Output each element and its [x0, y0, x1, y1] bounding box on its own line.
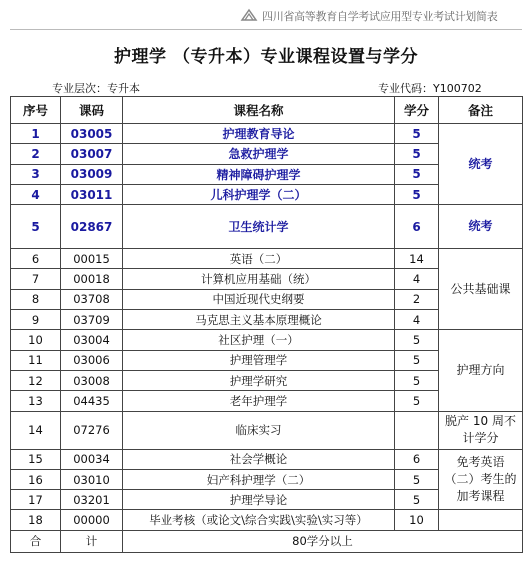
cell-code: 03201	[61, 490, 123, 510]
cell-code: 03007	[61, 144, 123, 164]
cell-no: 1	[11, 124, 61, 144]
cell-no: 15	[11, 449, 61, 469]
header-banner	[0, 0, 532, 30]
cell-name: 护理学导论	[123, 490, 395, 510]
table-row	[11, 124, 523, 144]
cell-name: 社区护理（一）	[123, 330, 395, 350]
cell-credit: 5	[395, 330, 439, 350]
cell-name: 计算机应用基础（统）	[123, 269, 395, 289]
cell-credit: 5	[395, 184, 439, 204]
total-label-a: 合	[11, 530, 61, 552]
cell-credit	[395, 411, 439, 449]
table-row	[11, 411, 523, 449]
cell-code: 04435	[61, 391, 123, 411]
table-header-row	[11, 97, 523, 124]
cell-name: 临床实习	[123, 411, 395, 449]
cell-code: 00034	[61, 449, 123, 469]
note-public-basic: 公共基础课	[439, 249, 523, 330]
cell-name: 中国近现代史纲要	[123, 289, 395, 309]
cell-no: 13	[11, 391, 61, 411]
cell-credit: 5	[395, 350, 439, 370]
total-label-b: 计	[61, 530, 123, 552]
cell-code: 00000	[61, 510, 123, 530]
cell-code: 02867	[61, 205, 123, 249]
cell-name: 精神障碍护理学	[123, 164, 395, 184]
cell-credit: 6	[395, 205, 439, 249]
cell-credit: 5	[395, 490, 439, 510]
cell-no: 4	[11, 184, 61, 204]
cell-code: 03011	[61, 184, 123, 204]
cell-no: 16	[11, 469, 61, 489]
cell-code: 00015	[61, 249, 123, 269]
total-row	[11, 530, 523, 552]
col-header-name: 课程名称	[123, 97, 395, 124]
header-text: 四川省高等教育自学考试应用型专业考试计划简表	[262, 10, 498, 23]
table-row	[11, 449, 523, 469]
cell-code: 00018	[61, 269, 123, 289]
cell-no: 5	[11, 205, 61, 249]
cell-credit: 10	[395, 510, 439, 530]
cell-credit: 2	[395, 289, 439, 309]
cell-code: 03010	[61, 469, 123, 489]
cell-no: 9	[11, 310, 61, 330]
cell-credit: 14	[395, 249, 439, 269]
cell-name: 护理管理学	[123, 350, 395, 370]
cell-no: 18	[11, 510, 61, 530]
col-header-credit: 学分	[395, 97, 439, 124]
header-rule	[10, 29, 522, 30]
table-row	[11, 510, 523, 530]
cell-credit: 5	[395, 124, 439, 144]
cell-name: 卫生统计学	[123, 205, 395, 249]
cell-no: 8	[11, 289, 61, 309]
cell-name: 毕业考核（或论文\综合实践\实验\实习等）	[123, 510, 395, 530]
cell-no: 3	[11, 164, 61, 184]
cell-code: 03005	[61, 124, 123, 144]
page-title: 护理学 （专升本）专业课程设置与学分	[114, 47, 418, 67]
cell-credit: 5	[395, 469, 439, 489]
cell-code: 03006	[61, 350, 123, 370]
major-level: 专业层次：专升本	[52, 82, 140, 95]
cell-name: 妇产科护理学（二）	[123, 469, 395, 489]
cell-credit: 4	[395, 269, 439, 289]
logo-icon	[240, 8, 258, 22]
note-exam-1: 统考	[439, 124, 523, 205]
cell-no: 7	[11, 269, 61, 289]
note-english-exempt: 免考英语（二）考生的加考课程	[439, 449, 523, 510]
cell-code: 03009	[61, 164, 123, 184]
note-exam-2: 统考	[439, 205, 523, 249]
cell-name: 护理教育导论	[123, 124, 395, 144]
note-clinical: 脱产 10 周不计学分	[439, 411, 523, 449]
cell-no: 11	[11, 350, 61, 370]
cell-credit: 4	[395, 310, 439, 330]
cell-code: 07276	[61, 411, 123, 449]
col-header-code: 课码	[61, 97, 123, 124]
cell-code: 03709	[61, 310, 123, 330]
cell-credit: 5	[395, 144, 439, 164]
cell-no: 2	[11, 144, 61, 164]
cell-code: 03004	[61, 330, 123, 350]
note-nursing-track: 护理方向	[439, 330, 523, 411]
cell-credit: 5	[395, 370, 439, 390]
cell-code: 03708	[61, 289, 123, 309]
major-code: 专业代码：Y100702	[378, 82, 482, 95]
table-row	[11, 249, 523, 269]
cell-name: 护理学研究	[123, 370, 395, 390]
cell-no: 12	[11, 370, 61, 390]
cell-code: 03008	[61, 370, 123, 390]
cell-no: 6	[11, 249, 61, 269]
cell-no: 17	[11, 490, 61, 510]
cell-credit: 5	[395, 391, 439, 411]
cell-no: 10	[11, 330, 61, 350]
cell-name: 马克思主义基本原理概论	[123, 310, 395, 330]
cell-name: 英语（二）	[123, 249, 395, 269]
cell-note-empty	[439, 510, 523, 530]
cell-no: 14	[11, 411, 61, 449]
table-row	[11, 330, 523, 350]
cell-name: 急救护理学	[123, 144, 395, 164]
table-row	[11, 205, 523, 249]
cell-name: 儿科护理学（二）	[123, 184, 395, 204]
col-header-no: 序号	[11, 97, 61, 124]
cell-name: 社会学概论	[123, 449, 395, 469]
cell-credit: 5	[395, 164, 439, 184]
cell-credit: 6	[395, 449, 439, 469]
cell-name: 老年护理学	[123, 391, 395, 411]
course-table	[10, 96, 523, 553]
col-header-note: 备注	[439, 97, 523, 124]
total-value: 80学分以上	[123, 530, 523, 552]
